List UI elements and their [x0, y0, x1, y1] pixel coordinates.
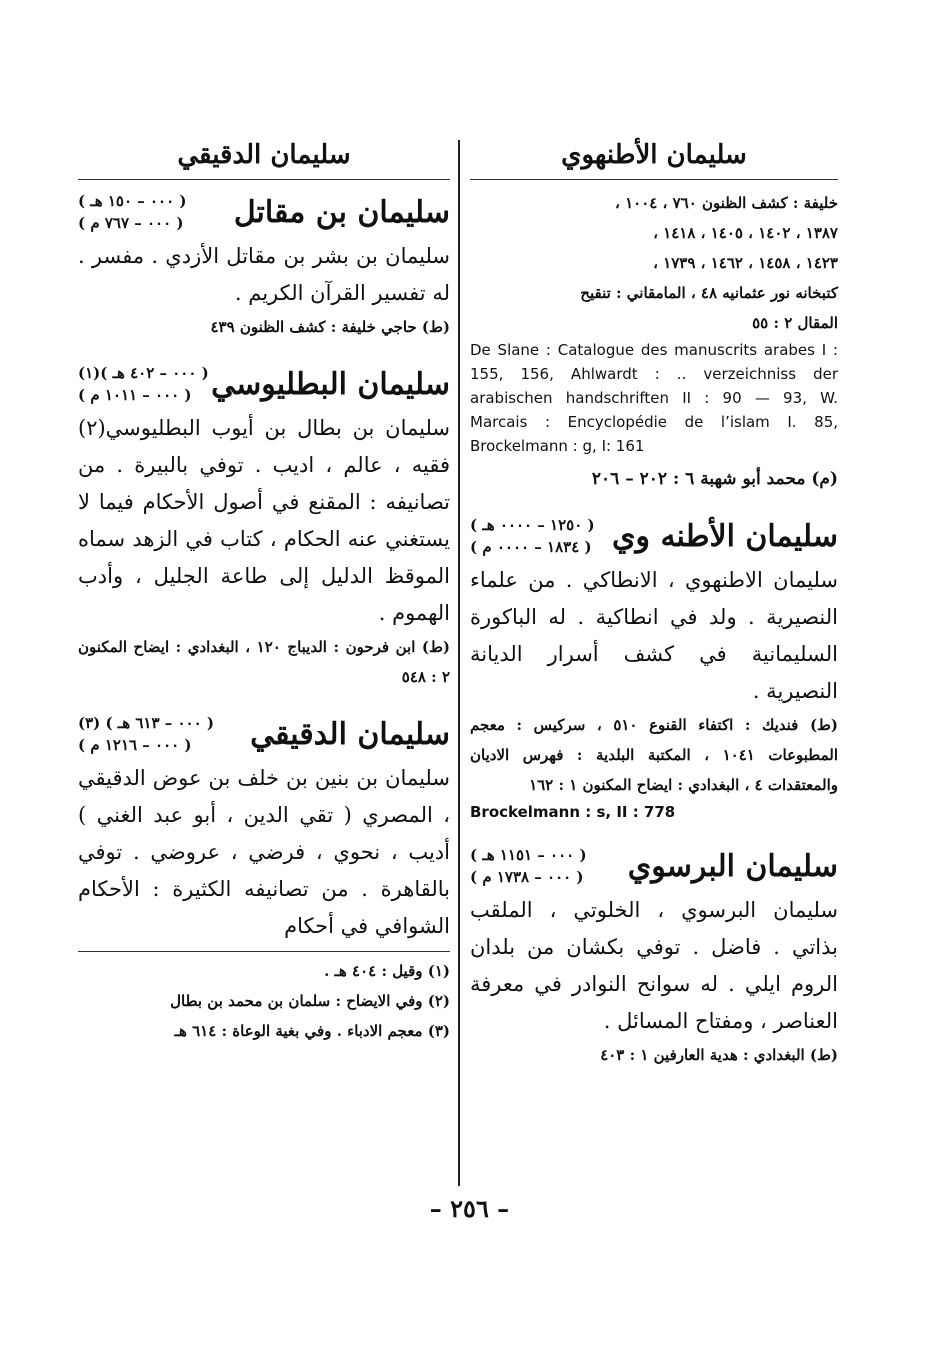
gregorian-date: ( ٠٠٠ – ١٧٣٨ م ) — [470, 868, 584, 886]
entry-dates — [470, 514, 595, 558]
entry-heading — [78, 190, 450, 234]
entry-dates — [78, 190, 186, 234]
entry-body: سليمان البرسوي ، الخلوتي ، الملقب بذاتي . فاضل . توفي بكشان من بلدان الروم ايلي . له سوانح النوادر في معرفة العناصر ، ومفتاح المسائل . — [470, 898, 838, 1033]
ref-line: ١٤٢٣ ، ١٤٥٨ ، ١٤٦٢ ، ١٧٣٩ ، — [653, 254, 838, 272]
entry-name: سليمان البرسوي — [627, 848, 838, 884]
entry-body: سليمان بن بنين بن خلف بن عوض الدقيقي ، المصري ( تقي الدين ، أبو عبد الغني ) أديب ، نحوي ، فرضي ، عروضي . توفي بالقاهرة . من تصانيفه الكثيرة : الأحكام الشوافي في أحكام — [78, 766, 450, 938]
mim-reference: (م) محمد أبو شهبة ٦ : ٢٠٢ – ٢٠٦ — [591, 469, 838, 489]
right-column — [470, 133, 838, 1070]
footnotes — [78, 956, 450, 1046]
page-number: – ٢٥٦ – — [429, 1194, 510, 1223]
ref-line: كتبخانه نور عثمانيه ٤٨ ، المامقاني : تنقيح — [580, 284, 838, 302]
gregorian-date: ( ٠٠٠ – ٧٦٧ م ) — [78, 214, 184, 232]
entry-references: (ط) حاجي خليفة : كشف الظنون ٤٣٩ — [210, 318, 450, 336]
entry-references: (ط) فنديك : اكتفاء القنوع ٥١٠ ، سركيس : معجم المطبوعات ١٠٤١ ، المكتبة البلدية : فهرس الاديان والمعتقدات ٤ ، البغدادي : ايضاح المكنون ١ : ١٦٢ — [470, 716, 839, 794]
hijri-date: ( ٠٠٠ – ١١٥١ هـ ) — [470, 846, 587, 864]
header-rule — [470, 179, 838, 180]
entry-name: سليمان الدقيقي — [250, 716, 450, 752]
header-rule — [78, 179, 450, 180]
ref-line: المقال ٢ : ٥٥ — [752, 314, 838, 332]
entry-name: سليمان بن مقاتل — [233, 194, 450, 230]
latin-references: De Slane : Catalogue des manuscrits arabes I : 155, 156, Ahlwardt : .. verzeichniss der arabischen handschriften II : 90 — 93, W. Marcais : Encyclopédie de l’islam I. 85, Brockelmann : g, I: 161 — [470, 341, 838, 455]
footnote: (١) وقيل : ٤٠٤ هـ . — [324, 962, 450, 980]
entry-name: سليمان الأطنه وي — [612, 518, 838, 554]
entry-references: (ط) ابن فرحون : الديباج ١٢٠ ، البغدادي : ايضاح المكنون ٢ : ٥٤٨ — [78, 638, 450, 686]
ref-line: ١٣٨٧ ، ١٤٠٢ ، ١٤٠٥ ، ١٤١٨ ، — [653, 224, 838, 242]
entry-dates — [78, 712, 214, 756]
gregorian-date: ( ٠٠٠ – ١٠١١ م ) — [78, 386, 192, 404]
left-running-header: سليمان الدقيقي — [177, 140, 351, 170]
entry-name: سليمان البطليوسي — [211, 366, 450, 402]
left-column — [78, 133, 450, 1046]
hijri-date: ( ٠٠٠ – ٤٠٢ هـ )(١) — [78, 364, 209, 382]
footnote-rule — [78, 951, 450, 952]
entry-heading — [470, 844, 838, 888]
gregorian-date: ( ١٨٣٤ – ٠٠٠٠ م ) — [470, 538, 592, 556]
entry-dates — [470, 844, 587, 888]
entry-heading — [78, 362, 450, 406]
entry-body: سليمان بن بشر بن مقاتل الأزدي . مفسر . له تفسير القرآن الكريم . — [78, 244, 450, 305]
entry-dates — [78, 362, 209, 406]
latin-reference: Brockelmann : s, II : 778 — [470, 803, 676, 821]
entry-references: (ط) البغدادي : هدية العارفين ١ : ٤٠٣ — [600, 1046, 838, 1064]
entry-body: سليمان الاطنهوي ، الانطاكي . من علماء النصيرية . ولد في انطاكية . له الباكورة السليمانية في كشف أسرار الديانة النصيرية . — [470, 568, 838, 703]
entry-body: سليمان بن بطال بن أيوب البطليوسي(٢) فقيه ، عالم ، اديب . توفي بالبيرة . من تصانيفه : المقنع في أصول الأحكام فيما لا يستغني عنه الحكام ، كتاب في الزهد سماه الموقظ الدليل إلى طاعة الجليل ، وأدب الهموم . — [78, 416, 450, 625]
entry-heading — [470, 514, 838, 558]
hijri-date: ( ٠٠٠ – ١٥٠ هـ ) — [78, 192, 187, 210]
footnote: (٢) وفي الايضاح : سلمان بن محمد بن بطال — [170, 992, 450, 1010]
footnote: (٣) معجم الادباء . وفي بغية الوعاة : ٦١٤ هـ — [174, 1022, 450, 1040]
hijri-date: ( ٠٠٠ – ٦١٣ هـ ) (٣) — [78, 714, 214, 732]
right-running-header: سليمان الأطنهوي — [561, 140, 747, 170]
hijri-date: ( ١٢٥٠ – ٠٠٠٠ هـ ) — [470, 516, 595, 534]
entry-heading — [78, 712, 450, 756]
gregorian-date: ( ٠٠٠ – ١٢١٦ م ) — [78, 736, 192, 754]
continued-references — [470, 188, 838, 338]
column-divider — [458, 140, 460, 1186]
ref-line: خليفة : كشف الظنون ٧٦٠ ، ١٠٠٤ ، — [615, 194, 838, 212]
